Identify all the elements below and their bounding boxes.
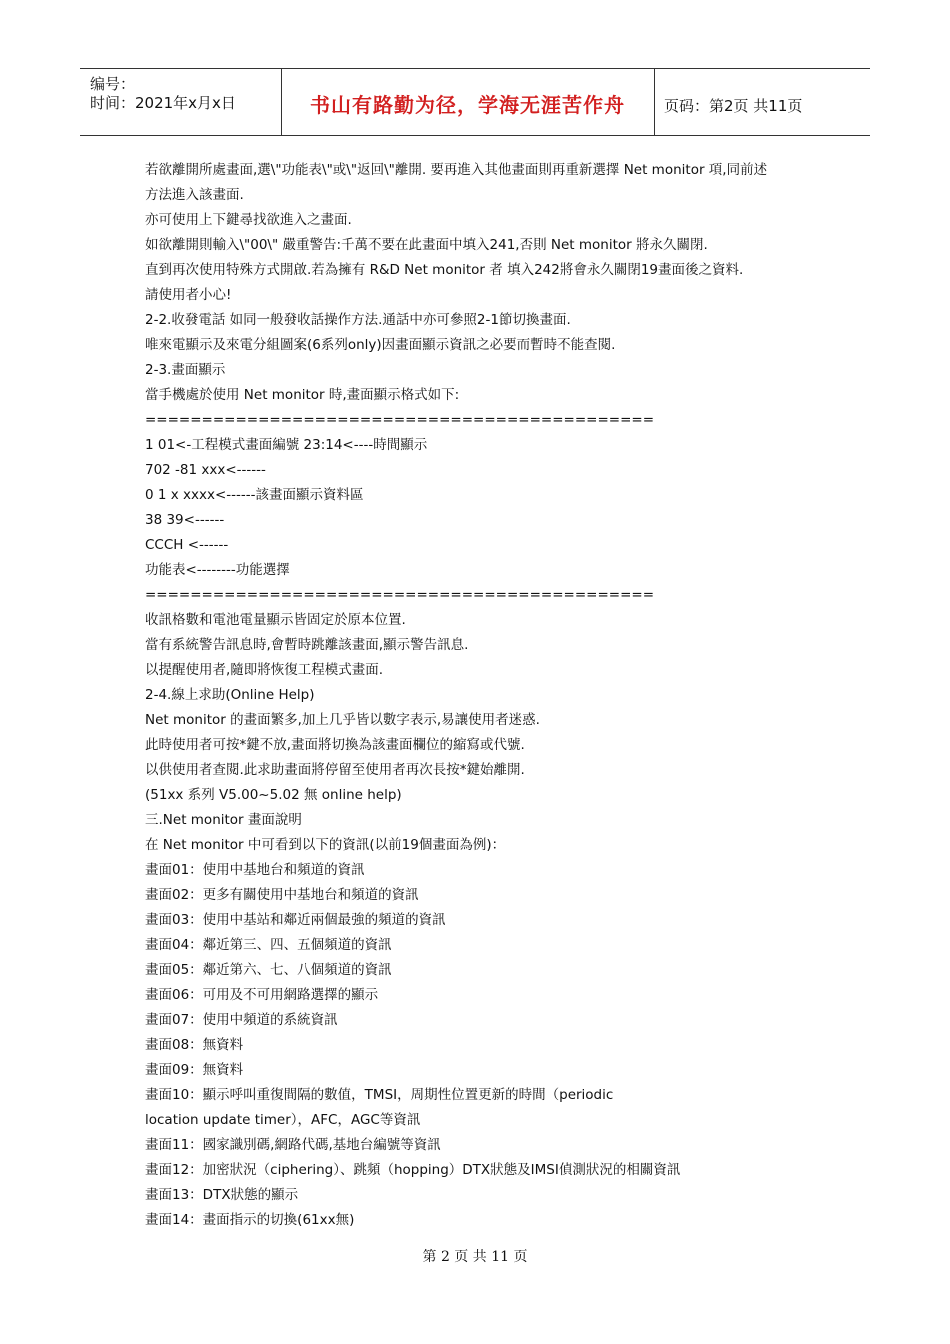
section-heading: 2-4.線上求助(Online Help): [145, 687, 315, 703]
time-label: 时间：2021年x月x日: [90, 94, 236, 112]
screen-item: 畫面13：DTX狀態的顯示: [145, 1187, 299, 1203]
text-line: 亦可使用上下鍵尋找欲進入之畫面.: [145, 212, 352, 228]
screen-format-line: CCCH <------: [145, 537, 229, 553]
text-line: 在 Net monitor 中可看到以下的資訊(以前19個畫面為例)：: [145, 837, 506, 853]
text-line: 如欲離開則輸入\"00\" 嚴重警告:千萬不要在此畫面中填入241,否則 Net monitor 將永久關閉.: [145, 237, 708, 253]
screen-format-line: 0 1 x xxxx<------該畫面顯示資料區: [145, 487, 364, 503]
header-meta-cell: [80, 69, 282, 135]
screen-item: 畫面01：使用中基地台和頻道的資訊: [145, 862, 365, 878]
separator-line: =============================================: [145, 412, 655, 428]
screen-format-line: 702 -81 xxx<------: [145, 462, 266, 478]
text-line: 直到再次使用特殊方式開啟.若為擁有 R&D Net monitor 者 填入242將會永久關閉19畫面後之資料.: [145, 262, 744, 278]
section-heading: 三.Net monitor 畫面說明: [145, 812, 302, 828]
screen-item: 畫面04：鄰近第三、四、五個頻道的資訊: [145, 937, 392, 953]
text-line: 唯來電顯示及來電分組圖案(6系列only)因畫面顯示資訊之必要而暫時不能查閱.: [145, 337, 616, 353]
header-page-cell: [654, 69, 870, 135]
header-motto-cell: [281, 69, 655, 135]
text-line: 若欲離開所處畫面,選\"功能表\"或\"返回\"離開. 要再進入其他畫面則再重新選擇 Net monitor 項,同前述: [145, 162, 768, 178]
screen-item: 畫面07：使用中頻道的系統資訊: [145, 1012, 338, 1028]
text-line: 此時使用者可按*鍵不放,畫面將切換為該畫面欄位的縮寫或代號.: [145, 737, 525, 753]
separator-line: =============================================: [145, 587, 655, 603]
document-body: [145, 158, 825, 1233]
text-line: 收訊格數和電池電量顯示皆固定於原本位置.: [145, 612, 406, 628]
section-heading: 2-2.收發電話 如同一般發收話操作方法.通話中亦可參照2-1節切換畫面.: [145, 312, 571, 328]
text-line: 方法進入該畫面.: [145, 187, 244, 203]
screen-item: 畫面14：畫面指示的切換(61xx無): [145, 1212, 355, 1228]
text-line: 請使用者小心!: [145, 287, 232, 303]
page-footer: 第 2 页 共 11 页: [422, 1249, 528, 1265]
text-line: 以提醒使用者,隨即將恢復工程模式畫面.: [145, 662, 384, 678]
text-line: Net monitor 的畫面繁多,加上几乎皆以數字表示,易讓使用者迷惑.: [145, 712, 540, 728]
motto: 书山有路勤为径，学海无涯苦作舟: [310, 93, 625, 117]
screen-item: 畫面03：使用中基站和鄰近兩個最強的頻道的資訊: [145, 912, 446, 928]
screen-item: 畫面09：無資料: [145, 1062, 244, 1078]
screen-item: 畫面05：鄰近第六、七、八個頻道的資訊: [145, 962, 392, 978]
screen-item: 畫面06：可用及不可用網路選擇的顯示: [145, 987, 379, 1003]
text-line: 以供使用者查閱.此求助畫面將停留至使用者再次長按*鍵始離開.: [145, 762, 525, 778]
text-line: 當手機處於使用 Net monitor 時,畫面顯示格式如下:: [145, 387, 460, 403]
text-line: (51xx 系列 V5.00~5.02 無 online help): [145, 787, 402, 803]
page-code: 页码：第2页 共11页: [664, 97, 803, 115]
text-line: 當有系統警告訊息時,會暫時跳離該畫面,顯示警告訊息.: [145, 637, 469, 653]
screen-item: 畫面12：加密狀況（ciphering）、跳頻（hopping）DTX狀態及IMSI偵測狀況的相關資訊: [145, 1162, 681, 1178]
screen-item: location update timer），AFC，AGC等資訊: [145, 1112, 421, 1128]
screen-item: 畫面08：無資料: [145, 1037, 244, 1053]
screen-item: 畫面11：國家識別碼,網路代碼,基地台編號等資訊: [145, 1137, 441, 1153]
number-label: 编号：: [90, 75, 136, 93]
screen-format-line: 功能表<--------功能選擇: [145, 562, 290, 578]
screen-item: 畫面10：顯示呼叫重復間隔的數值，TMSI，周期性位置更新的時間（periodic: [145, 1087, 614, 1103]
page-header: [80, 68, 870, 136]
section-heading: 2-3.畫面顯示: [145, 362, 226, 378]
screen-format-line: 38 39<------: [145, 512, 225, 528]
screen-item: 畫面02：更多有關使用中基地台和頻道的資訊: [145, 887, 419, 903]
screen-format-line: 1 01<-工程模式畫面編號 23:14<----時間顯示: [145, 437, 428, 453]
